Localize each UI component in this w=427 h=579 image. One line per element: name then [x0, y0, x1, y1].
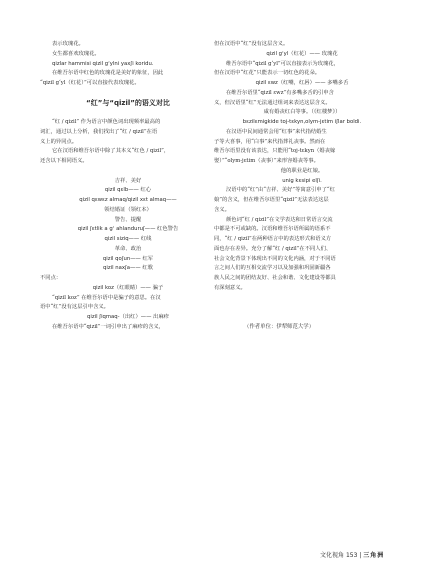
text-line: 词汇，通过以上分析，我们找出了“红 / qizil”在语: [40, 128, 158, 135]
text-line: qizil ɛwz（红嘴，红唇）—— 多嘴多舌: [255, 80, 349, 86]
left-column: [40, 40, 216, 333]
author-affiliation: （作者单位：伊犁师范大学）: [244, 324, 315, 330]
text-line: qizil qoʃun—— 红军: [102, 255, 154, 262]
text-line: 咸有婚丧红白等事。（《红楼梦》）: [263, 109, 341, 116]
text-line: bɛzilɛmiɡkide toj-tɛkyn,olym-jɛtim iʃlar boldi.: [242, 119, 362, 125]
text-line: 警告、提醒: [114, 216, 142, 223]
text-line: qizlar hammisi qizil gʻylni yaxʃi koridu.: [52, 60, 154, 67]
text-line: qizil ʃɛtlik a gʻ ahlanduruʃ—— 红色警告: [77, 226, 179, 233]
text-line: qizil siziq—— 红线: [104, 236, 152, 242]
text-line: 同，“红 / qizil”在两种语言中的表达形式和语义方: [214, 236, 332, 242]
text-line: 在维吾尔语里“qizil ɛwz”有多嘴多舌的引申含: [226, 89, 334, 96]
text-line: qizil qɛlb—— 红心: [104, 187, 152, 194]
text-line: 颜色词“红 / qizil”在文学表达和日常语言交流: [226, 216, 333, 223]
text-line: 语中“红”没有这层引申含义。: [40, 304, 109, 311]
text-line: 有深刻意义。: [214, 284, 246, 291]
text-line: 义，但汉语里“红”无法通过组词来表达这层含义。: [214, 99, 331, 106]
page-footer: [320, 550, 384, 559]
text-line: 它在汉语和维吾尔语中除了其本义“红色 / qizil”，: [52, 148, 170, 155]
text-line: 娘”的含义，但在维吾尔语里“qizil”无法表达这层: [214, 197, 329, 203]
text-line: qizil naxʃa—— 红歌: [103, 265, 153, 272]
text-line: 面也存在差异。充分了解“红 / qizil”在不同人们、: [214, 245, 332, 252]
text-line: 还含以下相同语义。: [40, 158, 88, 164]
text-line: 族人民之间的团结友好、社会和谐、文化建设等都具: [214, 275, 336, 281]
text-line: qizil ʃiqmaq-（出红）—— 出麻疹: [87, 314, 169, 320]
text-line: qizil koz（红眼睛）—— 骗子: [92, 284, 164, 291]
text-line: “红”与“qizil”的语义对比: [86, 98, 170, 107]
text-line: [40, 89, 216, 99]
text-line: [40, 167, 216, 177]
text-line: 维吾尔语中“qizil gʻyl”可以直接表示为玫瑰花，: [226, 60, 339, 67]
text-line: “qizil koz” 在维吾尔语中是骗子的意思。在汉: [52, 294, 161, 301]
text-line: 女生都喜欢玫瑰花。: [52, 50, 100, 57]
footer-logo: 三角洲: [363, 552, 385, 559]
text-line: 领结婚证（领红本）: [104, 206, 152, 213]
text-line: 他的职业是红娘。: [280, 167, 324, 174]
text-line: [40, 108, 216, 118]
text-line: 吉祥、美好: [114, 177, 142, 184]
text-line: 社会文化背景下体现出不同的文化内涵，对于不同语: [214, 255, 336, 262]
right-column: [214, 40, 390, 294]
text-line: 革命、政治: [114, 245, 142, 252]
text-line: 表示玫瑰花。: [52, 41, 84, 47]
text-line: 不同点：: [40, 275, 62, 281]
footer-section: 文化视角: [320, 552, 345, 559]
text-line: “红 / qizil” 作为语言中颜色词出现频率最高的: [52, 119, 161, 125]
text-line: 在维吾尔语中红色的玫瑰花是美好的象征，因此: [52, 70, 164, 77]
text-line: 维吾尔语里没有该表达，只能用“toj-tɛkyn（婚丧嫁: [214, 148, 336, 155]
text-line: 娶）”“olym-jɛtim（丧事）”来形容婚丧等事。: [214, 158, 319, 164]
text-line: 但在汉语中“红花”只能表示一切红色的花朵。: [214, 70, 321, 77]
text-line: 言之间人们的互相交流学习以及加强和巩固新疆各: [214, 265, 331, 272]
text-line: 中都是不可或缺的。汉语和维吾尔语所属的语系不: [214, 226, 331, 233]
footer-separator: |: [359, 552, 362, 559]
text-line: uniɡ kɛsipi elʃi.: [282, 177, 322, 184]
text-line: “qizil gʻyl（红花）”可以直接代表玫瑰花。: [40, 80, 140, 86]
text-line: 在维吾尔语中“qizil”一词引申出了麻疹的含义，: [52, 323, 165, 330]
text-line: 汉语中的“红”由“吉祥、美好”等寓意引申了“红: [226, 187, 335, 194]
footer-page-number: 153: [345, 552, 358, 559]
text-line: qizil qɛwɛz almaq/qizil xɛt almaq——: [79, 197, 177, 203]
text-line: 含义。: [214, 206, 230, 213]
text-line: qizil gʻyl（红花）—— 玫瑰花: [266, 50, 338, 57]
text-line: 在汉语中民间通常会用“红事”来代指结婚生: [226, 128, 327, 135]
text-line: 义上的异同点。: [40, 138, 78, 145]
text-line: 子等大喜事，用“白事”来代指葬礼丧事。然而在: [214, 138, 326, 145]
text-line: 但在汉语中“红”没有这层含义。: [214, 41, 289, 47]
